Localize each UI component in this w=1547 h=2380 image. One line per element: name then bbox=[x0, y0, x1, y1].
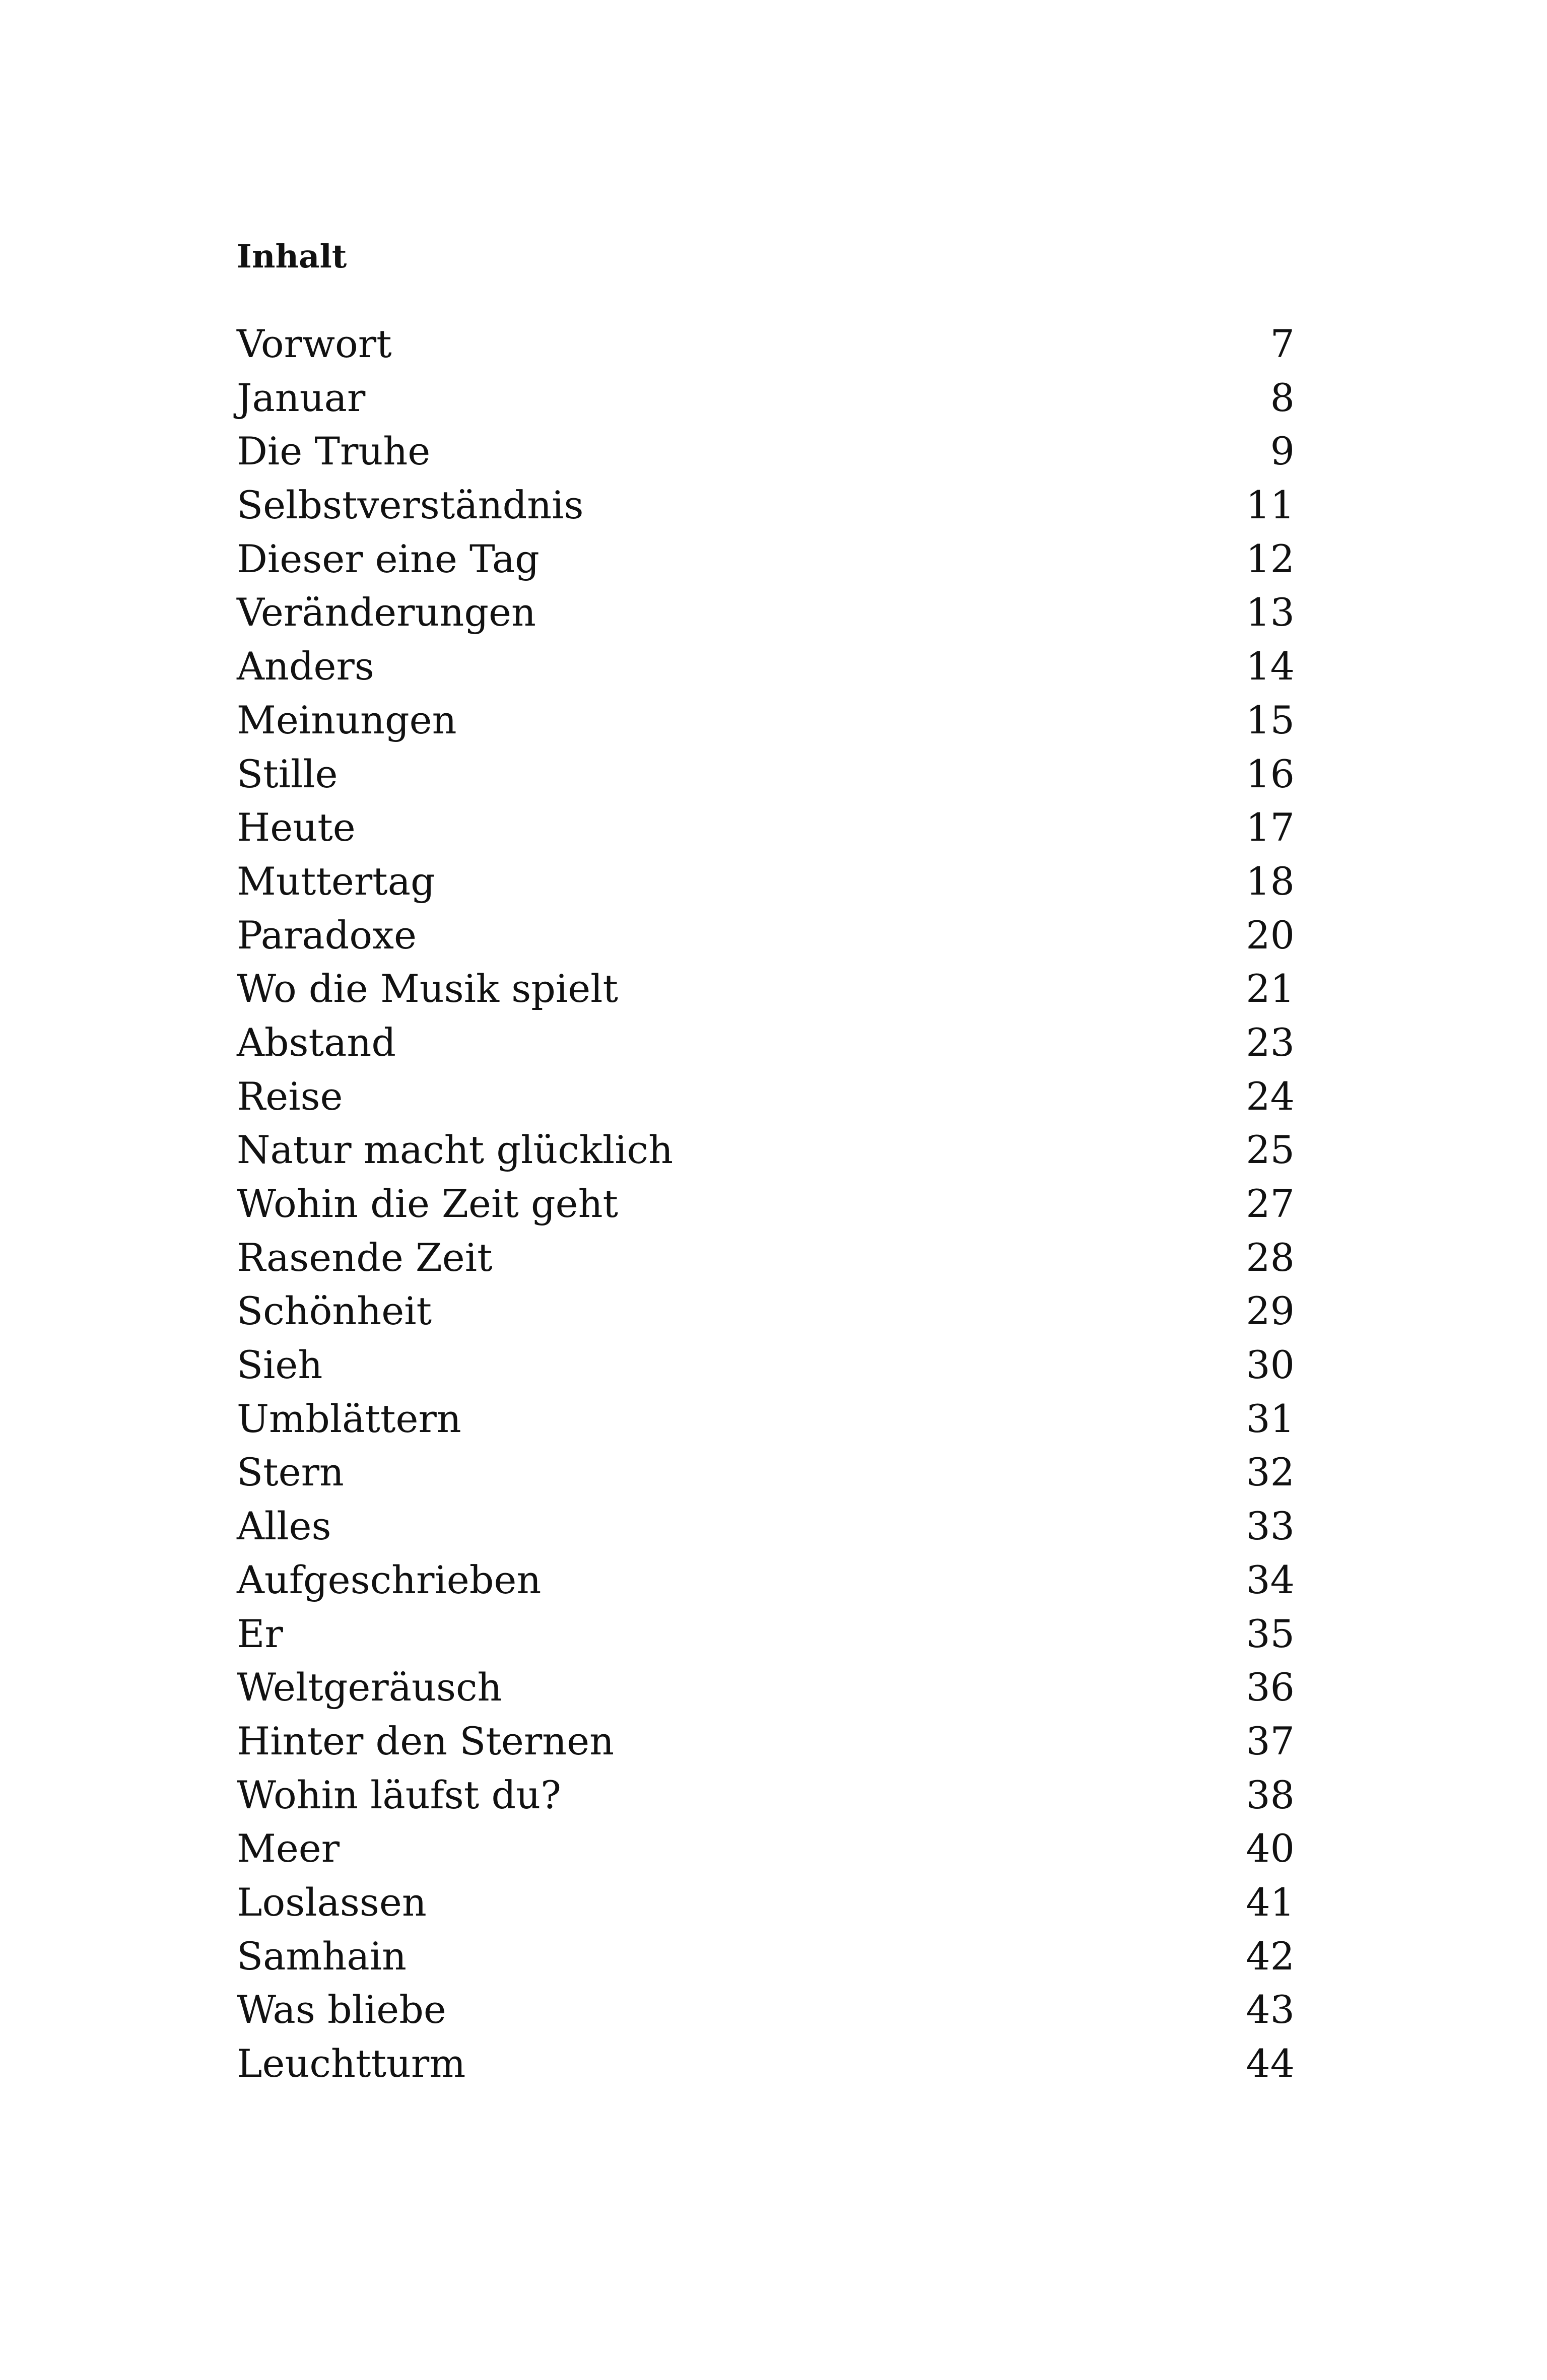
toc-entry-page-number: 29 bbox=[1246, 1288, 1295, 1334]
toc-entry bbox=[237, 425, 1295, 479]
toc-entry-page-number: 36 bbox=[1246, 1665, 1295, 1710]
toc-entry-page-number: 7 bbox=[1270, 321, 1295, 366]
toc-entry-page-number: 23 bbox=[1246, 1019, 1295, 1065]
toc-entry-page-number: 15 bbox=[1246, 697, 1295, 742]
toc-entry-page-number: 18 bbox=[1246, 858, 1295, 904]
toc-entry bbox=[237, 317, 1295, 371]
toc-entry-title: Wo die Musik spielt bbox=[237, 966, 619, 1011]
toc-entry-page-number: 41 bbox=[1246, 1879, 1295, 1925]
toc-entry bbox=[237, 855, 1295, 909]
toc-entry-title: Weltgeräusch bbox=[237, 1665, 502, 1710]
toc-entry bbox=[237, 1338, 1295, 1392]
toc-entry-title: Januar bbox=[237, 375, 366, 420]
toc-entry-title: Aufgeschrieben bbox=[237, 1557, 542, 1602]
toc-entry-title: Natur macht glücklich bbox=[237, 1127, 674, 1173]
toc-entry-title: Wohin läufst du? bbox=[237, 1772, 561, 1817]
toc-entry bbox=[237, 801, 1295, 855]
toc-entry bbox=[237, 694, 1295, 747]
toc-entry-title: Meinungen bbox=[237, 697, 457, 742]
toc-entry-title: Wohin die Zeit geht bbox=[237, 1181, 619, 1226]
toc-entry-page-number: 13 bbox=[1246, 590, 1295, 635]
toc-entry-page-number: 42 bbox=[1246, 1933, 1295, 1979]
toc-entry-page-number: 40 bbox=[1246, 1826, 1295, 1871]
toc-entry-page-number: 17 bbox=[1246, 805, 1295, 850]
toc-entry-page-number: 43 bbox=[1246, 1987, 1295, 2032]
toc-entry-title: Er bbox=[237, 1611, 283, 1656]
toc-entry-page-number: 44 bbox=[1246, 2041, 1295, 2086]
toc-entry-title: Rasende Zeit bbox=[237, 1235, 493, 1280]
toc-entry bbox=[237, 1016, 1295, 1070]
toc-entry bbox=[237, 1661, 1295, 1715]
table-of-contents bbox=[237, 317, 1295, 2091]
toc-entry bbox=[237, 1231, 1295, 1285]
toc-entry-title: Hinter den Sternen bbox=[237, 1718, 615, 1763]
toc-entry-page-number: 37 bbox=[1246, 1718, 1295, 1763]
toc-entry-page-number: 27 bbox=[1246, 1181, 1295, 1226]
toc-entry-title: Dieser eine Tag bbox=[237, 536, 540, 581]
toc-entry-title: Anders bbox=[237, 644, 374, 689]
toc-entry-title: Samhain bbox=[237, 1933, 407, 1979]
toc-entry-page-number: 34 bbox=[1246, 1557, 1295, 1602]
toc-entry bbox=[237, 1930, 1295, 1984]
toc-entry bbox=[237, 1177, 1295, 1231]
toc-entry bbox=[237, 586, 1295, 640]
toc-entry-title: Schönheit bbox=[237, 1288, 432, 1334]
toc-entry-title: Muttertag bbox=[237, 858, 435, 904]
toc-heading: Inhalt bbox=[237, 238, 347, 276]
toc-entry bbox=[237, 1392, 1295, 1446]
toc-entry-page-number: 12 bbox=[1246, 536, 1295, 581]
toc-entry bbox=[237, 1983, 1295, 2037]
toc-entry-title: Alles bbox=[237, 1504, 331, 1549]
toc-entry bbox=[237, 1284, 1295, 1338]
toc-entry-page-number: 35 bbox=[1246, 1611, 1295, 1656]
toc-entry-page-number: 24 bbox=[1246, 1073, 1295, 1119]
toc-entry bbox=[237, 1446, 1295, 1500]
toc-entry-title: Abstand bbox=[237, 1019, 396, 1065]
toc-entry-page-number: 14 bbox=[1246, 644, 1295, 689]
toc-entry bbox=[237, 1769, 1295, 1822]
toc-entry bbox=[237, 1070, 1295, 1124]
toc-entry-title: Vorwort bbox=[237, 321, 392, 366]
toc-entry-title: Selbstverständnis bbox=[237, 483, 584, 528]
toc-entry-page-number: 33 bbox=[1246, 1504, 1295, 1549]
toc-entry bbox=[237, 962, 1295, 1016]
toc-entry-page-number: 8 bbox=[1270, 375, 1295, 420]
toc-entry bbox=[237, 909, 1295, 963]
toc-entry-title: Meer bbox=[237, 1826, 340, 1871]
toc-entry bbox=[237, 1500, 1295, 1553]
toc-entry-page-number: 21 bbox=[1246, 966, 1295, 1011]
toc-entry-title: Heute bbox=[237, 805, 356, 850]
toc-entry-title: Veränderungen bbox=[237, 590, 536, 635]
toc-entry bbox=[237, 1123, 1295, 1177]
toc-entry bbox=[237, 1822, 1295, 1876]
toc-entry bbox=[237, 1876, 1295, 1930]
toc-entry-page-number: 9 bbox=[1270, 429, 1295, 474]
toc-entry-title: Umblättern bbox=[237, 1396, 461, 1441]
toc-entry bbox=[237, 1715, 1295, 1769]
toc-entry-title: Paradoxe bbox=[237, 912, 417, 958]
toc-entry bbox=[237, 640, 1295, 694]
toc-entry-page-number: 20 bbox=[1246, 912, 1295, 958]
toc-entry bbox=[237, 532, 1295, 586]
toc-entry-title: Leuchtturm bbox=[237, 2041, 466, 2086]
toc-entry-page-number: 38 bbox=[1246, 1772, 1295, 1817]
toc-entry-title: Stille bbox=[237, 751, 338, 796]
toc-entry-title: Was bliebe bbox=[237, 1987, 446, 2032]
toc-entry-title: Stern bbox=[237, 1450, 344, 1495]
toc-entry-page-number: 16 bbox=[1246, 751, 1295, 796]
toc-entry bbox=[237, 371, 1295, 425]
toc-entry-title: Sieh bbox=[237, 1342, 323, 1388]
toc-entry-title: Die Truhe bbox=[237, 429, 431, 474]
toc-entry bbox=[237, 1607, 1295, 1661]
toc-entry bbox=[237, 747, 1295, 801]
toc-entry-title: Loslassen bbox=[237, 1879, 427, 1925]
toc-entry bbox=[237, 2037, 1295, 2091]
toc-entry-page-number: 32 bbox=[1246, 1450, 1295, 1495]
toc-entry bbox=[237, 1553, 1295, 1607]
toc-entry-page-number: 28 bbox=[1246, 1235, 1295, 1280]
toc-entry-page-number: 31 bbox=[1246, 1396, 1295, 1441]
toc-entry bbox=[237, 479, 1295, 532]
toc-entry-page-number: 11 bbox=[1246, 483, 1295, 528]
toc-entry-page-number: 30 bbox=[1246, 1342, 1295, 1388]
toc-entry-page-number: 25 bbox=[1246, 1127, 1295, 1173]
toc-entry-title: Reise bbox=[237, 1073, 343, 1119]
